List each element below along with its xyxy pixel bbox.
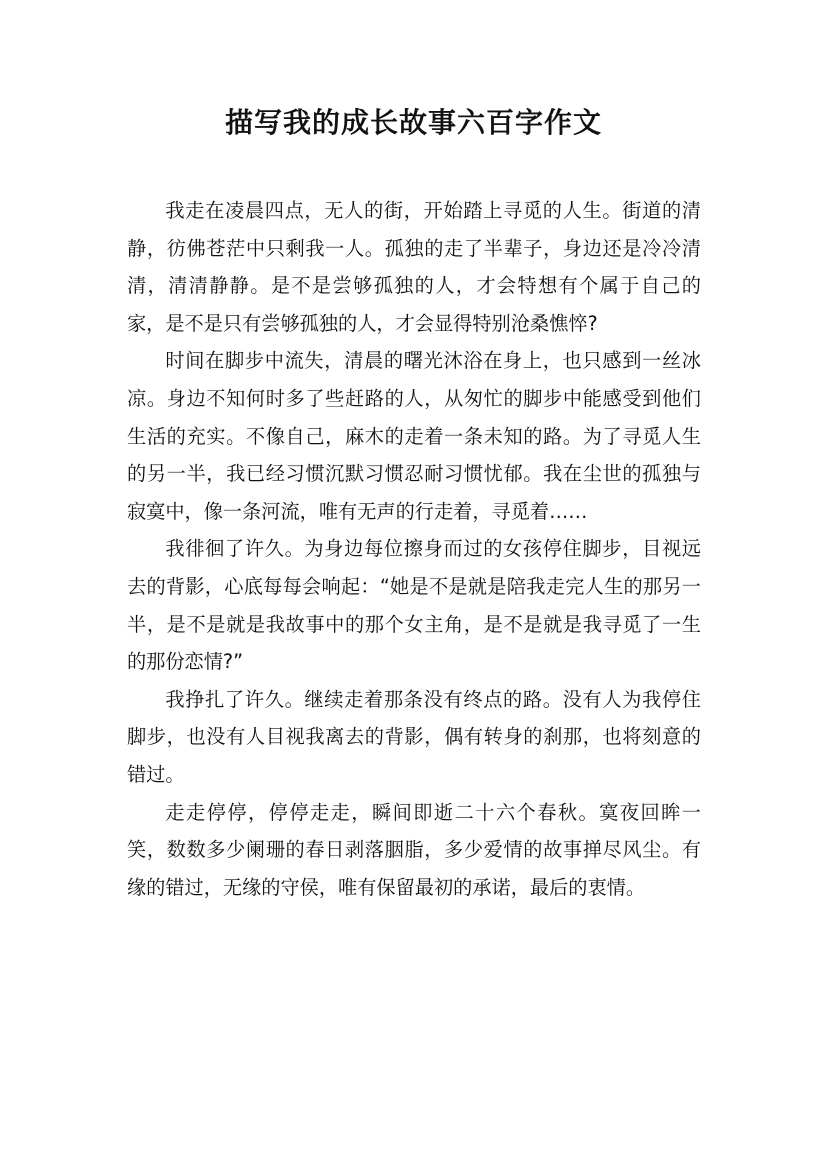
document-body xyxy=(127,192,701,906)
paragraph-1: 我走在凌晨四点，无人的街，开始踏上寻觅的人生。街道的清静，彷佛苍茫中只剩我一人。孤独的走了半辈子，身边还是冷冷清清，清清静静。是不是尝够孤独的人，才会特想有个属于自己的家，是不是只有尝够孤独的人，才会显得特别沧桑憔悴? xyxy=(127,199,701,335)
document-title: 描写我的成长故事六百字作文 xyxy=(224,106,602,139)
paragraph-4: 我挣扎了许久。继续走着那条没有终点的路。没有人为我停住脚步，也没有人目视我离去的背影，偶有转身的刹那，也将刻意的错过。 xyxy=(127,687,701,786)
paragraph-3: 我徘徊了许久。为身边每位擦身而过的女孩停住脚步，目视远去的背影，心底每每会响起：“她是不是就是陪我走完人生的那另一半，是不是就是我故事中的那个女主角，是不是就是我寻觅了一生的那份恋情?” xyxy=(127,537,701,674)
paragraph-2: 时间在脚步中流失，清晨的曙光沐浴在身上，也只感到一丝冰凉。身边不知何时多了些赶路的人，从匆忙的脚步中能感受到他们生活的充实。不像自己，麻木的走着一条未知的路。为了寻觅人生的另一半，我已经习惯沉默习惯忍耐习惯忧郁。我在尘世的孤独与寂寞中，像一条河流，唯有无声的行走着，寻觅着…… xyxy=(127,349,701,523)
paragraph-5: 走走停停，停停走走，瞬间即逝二十六个春秋。寞夜回眸一笑，数数多少阑珊的春日剥落胭脂，多少爱情的故事掸尽风尘。有缘的错过，无缘的守侯，唯有保留最初的承诺，最后的衷情。 xyxy=(127,800,701,899)
